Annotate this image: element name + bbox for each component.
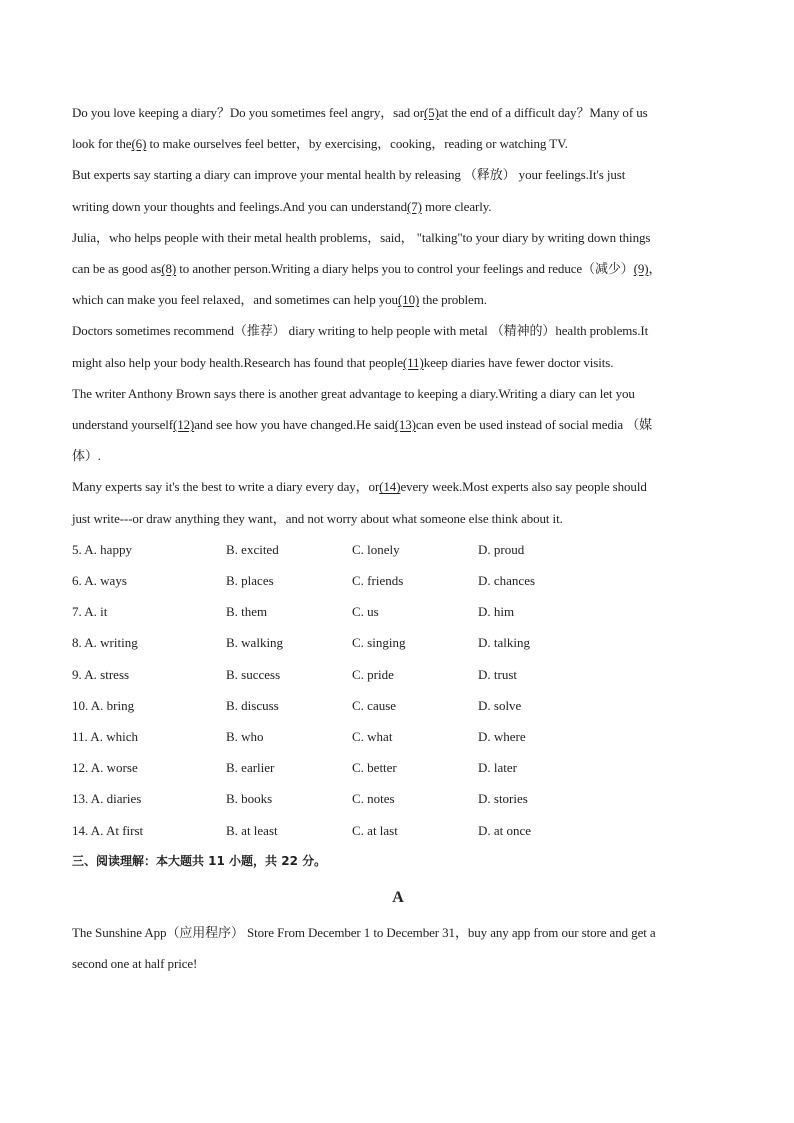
option-row-12 xyxy=(72,752,724,783)
option-row-13 xyxy=(72,783,724,814)
option-d: D. stories xyxy=(478,791,528,807)
option-c: C. singing xyxy=(352,635,406,651)
section-heading: 三、阅读理解：本大题共 11 小题，共 22 分。 xyxy=(72,853,327,868)
option-b: B. walking xyxy=(226,635,284,651)
option-d: D. at once xyxy=(478,822,532,838)
option-a: 6. A. ways xyxy=(72,573,127,589)
option-b: B. who xyxy=(226,729,264,745)
option-a: 7. A. it xyxy=(72,604,108,620)
option-a: 5. A. happy xyxy=(72,541,132,557)
option-row-14 xyxy=(72,815,724,846)
passage-line: which can make you feel relaxed，and sometimes can help you(10) the problem. xyxy=(72,292,487,308)
option-d: D. proud xyxy=(478,541,525,557)
option-d: D. where xyxy=(478,729,526,745)
passage-line: Julia，who helps people with their metal health problems，said， "talking"to your diary by writing down things xyxy=(72,229,651,245)
passage-line: just write---or draw anything they want，and not worry about what someone else think about it. xyxy=(72,510,563,526)
answer-options xyxy=(72,534,724,846)
option-b: B. at least xyxy=(226,822,278,838)
option-b: B. books xyxy=(226,791,273,807)
option-c: C. lonely xyxy=(352,541,400,557)
option-d: D. talking xyxy=(478,635,530,651)
option-c: C. at last xyxy=(352,822,398,838)
option-a: 13. A. diaries xyxy=(72,791,142,807)
blank-11: (11) xyxy=(402,354,424,370)
passage-line: Many experts say it's the best to write a diary every day，or(14)every week.Most experts also say people should xyxy=(72,479,647,495)
option-a: 14. A. At first xyxy=(72,822,144,838)
passage-line: Doctors sometimes recommend（推荐） diary writing to help people with metal （精神的）health problems.It xyxy=(72,323,649,339)
blank-8: (8) xyxy=(161,261,177,277)
passage-line: can be as good as(8) to another person.Writing a diary helps you to control your feelings and reduce（减少）(9)， xyxy=(72,261,662,277)
option-row-11 xyxy=(72,721,724,752)
reading-line: second one at half price! xyxy=(72,956,198,972)
blank-7: (7) xyxy=(407,198,422,214)
option-d: D. trust xyxy=(478,666,517,682)
option-a: 8. A. writing xyxy=(72,635,138,651)
option-d: D. chances xyxy=(478,573,536,589)
option-a: 10. A. bring xyxy=(72,697,135,713)
option-d: D. later xyxy=(478,760,517,776)
blank-5: (5) xyxy=(423,105,439,120)
option-a: 12. A. worse xyxy=(72,760,138,776)
reading-line: The Sunshine App（应用程序） Store From December 1 to December 31，buy any app from our store and get a xyxy=(72,924,656,940)
option-b: B. discuss xyxy=(226,697,279,713)
option-row-8 xyxy=(72,627,724,658)
passage-line: 体）. xyxy=(72,448,101,464)
option-c: C. what xyxy=(352,729,393,745)
option-row-10 xyxy=(72,690,724,721)
option-c: C. notes xyxy=(352,791,395,807)
passage xyxy=(72,97,724,534)
option-c: C. pride xyxy=(352,666,394,682)
blank-12: (12) xyxy=(173,417,195,433)
passage-line: Do you love keeping a diary？Do you sometimes feel angry，sad or(5)at the end of a difficult day？Many of us xyxy=(72,105,648,120)
document-page xyxy=(72,97,724,979)
option-row-7 xyxy=(72,596,724,627)
option-a: 11. A. which xyxy=(72,729,138,745)
option-d: D. solve xyxy=(478,697,522,713)
option-row-6 xyxy=(72,565,724,596)
option-b: B. them xyxy=(226,604,268,620)
option-a: 9. A. stress xyxy=(72,666,130,682)
blank-14: (14) xyxy=(379,479,401,495)
option-b: B. earlier xyxy=(226,760,275,776)
passage-line: The writer Anthony Brown says there is another great advantage to keeping a diary.Writing a diary can let you xyxy=(72,385,635,401)
passage-line: writing down your thoughts and feelings.And you can understand(7) more clearly. xyxy=(72,198,492,214)
option-c: C. better xyxy=(352,760,397,776)
option-b: B. excited xyxy=(226,541,279,557)
blank-10: (10) xyxy=(397,292,420,308)
option-c: C. us xyxy=(352,604,379,620)
option-c: C. cause xyxy=(352,697,397,713)
option-d: D. him xyxy=(478,604,515,620)
option-row-5 xyxy=(72,534,724,565)
blank-13: (13) xyxy=(394,417,416,433)
option-row-9 xyxy=(72,659,724,690)
part-title: A xyxy=(392,888,404,906)
passage-line: But experts say starting a diary can improve your mental health by releasing （释放） your feelings.It's just xyxy=(72,167,626,183)
option-b: B. places xyxy=(226,573,274,589)
blank-6: (6) xyxy=(131,136,147,152)
passage-line: look for the(6) to make ourselves feel better，by exercising，cooking，reading or watching TV. xyxy=(72,136,568,152)
passage-line: might also help your body health.Research has found that people(11)keep diaries have fewer doctor visits. xyxy=(72,354,614,370)
blank-9: (9) xyxy=(633,261,649,277)
option-b: B. success xyxy=(226,666,281,682)
option-c: C. friends xyxy=(352,573,404,589)
passage-line: understand yourself(12)and see how you have changed.He said(13)can even be used instead of social media （媒 xyxy=(72,417,653,433)
